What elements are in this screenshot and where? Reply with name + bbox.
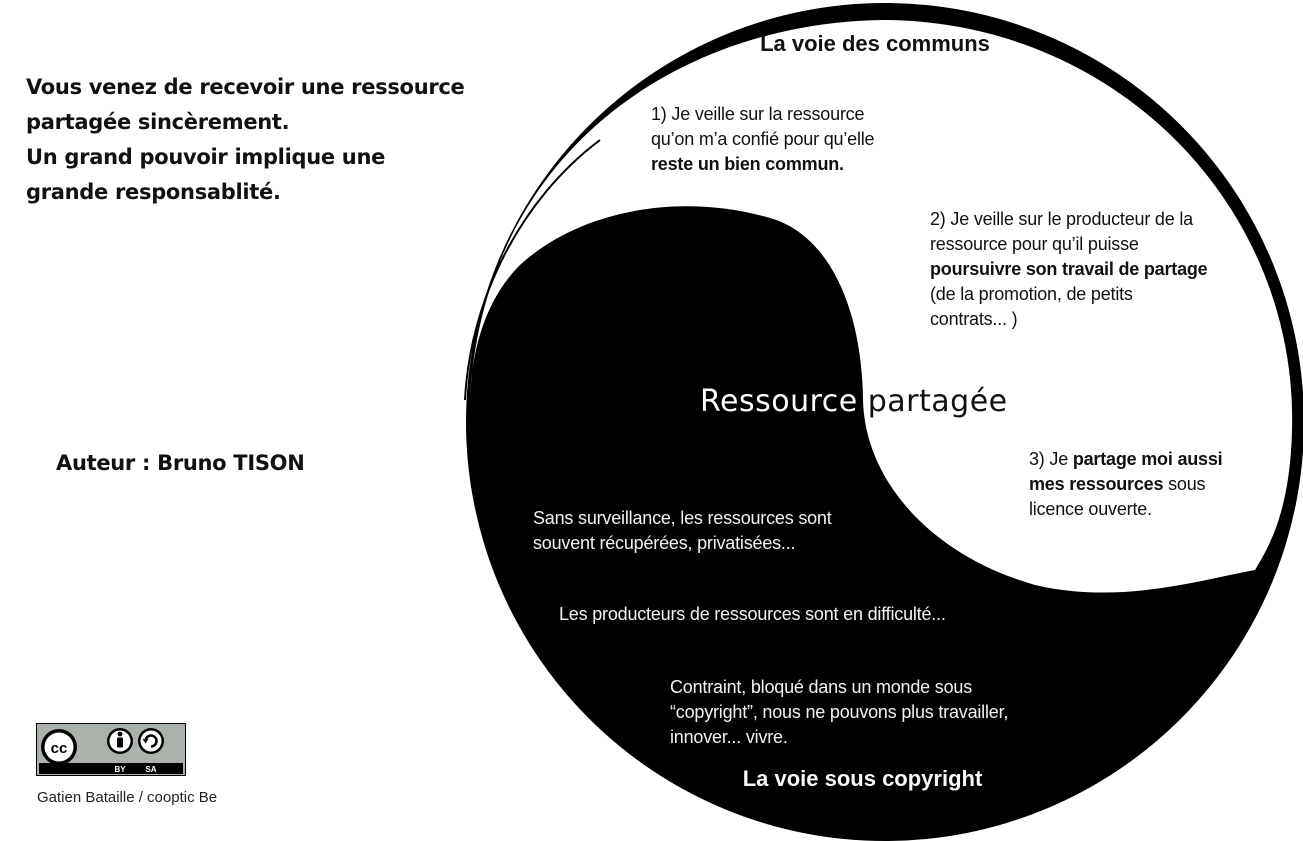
commons-item-3 <box>1029 447 1222 522</box>
commons-item-2 <box>930 207 1208 332</box>
copyright-item-1-line: Sans surveillance, les ressources sont <box>533 508 832 528</box>
commons-item-3-prefix: 3) Je <box>1029 449 1073 469</box>
intro-line: partagée sincèrement. <box>26 110 290 134</box>
commons-item-1-emphasis: reste un bien commun. <box>651 154 844 174</box>
commons-item-2-line: (de la promotion, de petits <box>930 284 1133 304</box>
commons-item-2-line: contrats... ) <box>930 309 1018 329</box>
commons-item-3-line: licence ouverte. <box>1029 499 1152 519</box>
commons-item-3-emphasis: partage moi aussi <box>1072 449 1223 469</box>
commons-item-2-line: 2) Je veille sur le producteur de la <box>930 209 1193 229</box>
by-label: BY <box>114 765 126 774</box>
intro-line: grande responsablité. <box>26 180 281 204</box>
copyright-item-2 <box>559 602 946 627</box>
commons-item-1 <box>651 102 874 177</box>
intro-line: Vous venez de recevoir une ressource <box>26 75 465 99</box>
copyright-title: La voie sous copyright <box>742 766 983 791</box>
commons-item-2-emphasis: poursuivre son travail de partage <box>930 259 1208 279</box>
commons-item-3-emphasis: mes ressources <box>1029 474 1164 494</box>
commons-item-1-line: 1) Je veille sur la ressource <box>651 104 865 124</box>
sa-label: SA <box>145 765 157 774</box>
license-credit: Gatien Bataille / cooptic Be <box>37 789 218 806</box>
commons-title: La voie des communs <box>760 31 990 56</box>
center-label-black: partagée <box>867 384 1008 419</box>
commons-item-2-line: ressource pour qu’il puisse <box>930 234 1139 254</box>
commons-item-3-suffix: sous <box>1163 474 1206 494</box>
copyright-item-3-line: innover... vivre. <box>670 727 788 747</box>
center-label-white: Ressource <box>700 384 868 419</box>
intro-line: Un grand pouvoir implique une <box>26 145 386 169</box>
copyright-item-3-line: “copyright”, nous ne pouvons plus travailler, <box>670 702 1009 722</box>
center-label <box>700 384 1008 419</box>
author-label: Auteur : Bruno TISON <box>56 451 305 475</box>
copyright-item-3-line: Contraint, bloqué dans un monde sous <box>670 677 973 697</box>
commons-item-1-line: qu’on m’a confié pour qu’elle <box>651 129 875 149</box>
copyright-item-3 <box>670 675 1008 750</box>
copyright-item-2-line: Les producteurs de ressources sont en difficulté... <box>559 604 946 624</box>
copyright-item-1-line: souvent récupérées, privatisées... <box>533 533 796 553</box>
copyright-item-1 <box>533 506 832 556</box>
cc-badge-text: cc <box>50 740 68 757</box>
